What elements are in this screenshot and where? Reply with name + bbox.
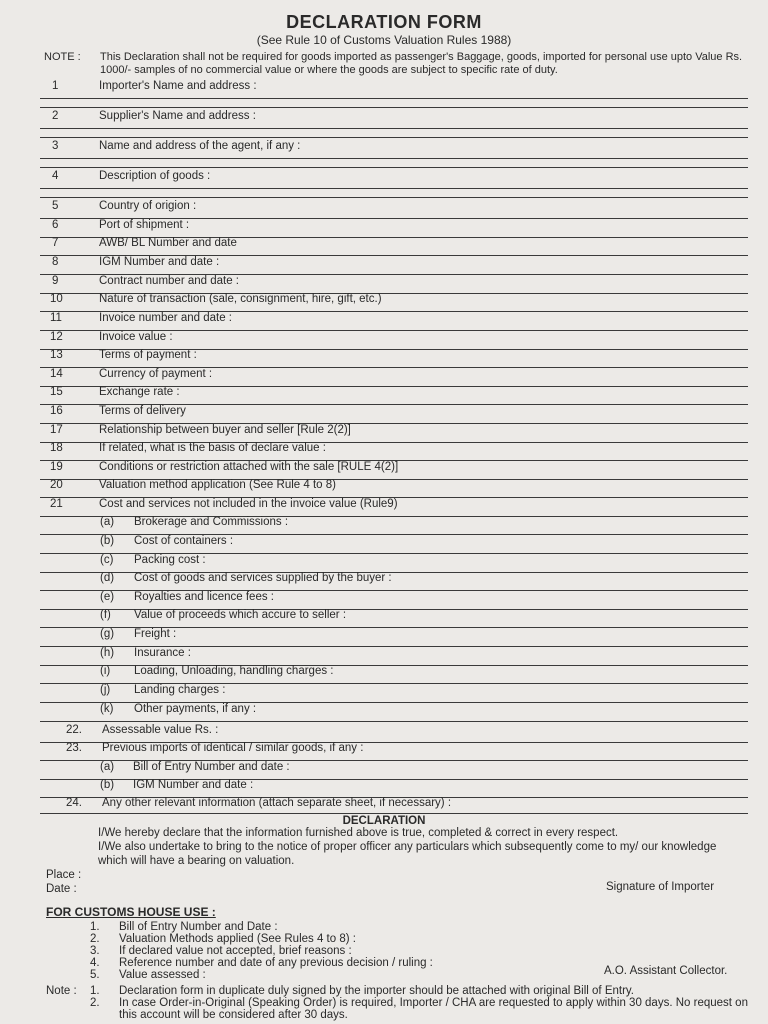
field-number: (d) [100, 572, 115, 584]
field-number: 20 [50, 479, 63, 491]
field-label: Cost and services not included in the invoice value (Rule9) [99, 498, 398, 510]
customs-item-text: Valuation Methods applied (See Rules 4 to 8) : [119, 933, 356, 945]
field-label: Invoice value : [99, 331, 173, 343]
field-label: Terms of payment : [99, 349, 197, 361]
field-number: (c) [100, 554, 114, 566]
field-number: 1 [52, 80, 59, 92]
field-number: 18 [50, 442, 63, 454]
field-label: IGM Number and date : [133, 779, 254, 791]
writing-line [40, 107, 748, 108]
field-number: (f) [100, 609, 111, 621]
declaration-line-1: I/We hereby declare that the information furnished above is true, completed & correct in every respect. [98, 827, 619, 839]
form-field-row [40, 140, 748, 159]
field-label: Other payments, if any : [134, 703, 257, 715]
footer-note-label: Note : [46, 985, 77, 997]
note-label: NOTE : [44, 51, 81, 63]
form-subtitle: (See Rule 10 of Customs Valuation Rules 1988) [256, 33, 512, 47]
form-field-row [40, 572, 748, 591]
form-field-row [40, 80, 748, 99]
field-number: (k) [100, 703, 114, 715]
form-field-row [40, 368, 748, 387]
field-label: Bill of Entry Number and date : [133, 761, 290, 773]
form-field-row [40, 219, 748, 238]
form-field-row [40, 535, 748, 554]
field-label: Landing charges : [134, 684, 226, 696]
form-field-row [40, 703, 748, 722]
form-field-row [40, 628, 748, 647]
field-number: 14 [50, 368, 63, 380]
form-field-row [40, 498, 748, 517]
form-field-row [40, 275, 748, 294]
customs-item-number: 2. [90, 933, 100, 945]
field-label: Relationship between buyer and seller [Rule 2(2)] [99, 424, 351, 436]
field-number: 11 [50, 312, 62, 324]
customs-house-use-heading: FOR CUSTOMS HOUSE USE : [46, 905, 216, 919]
form-field-row [40, 200, 748, 219]
form-field-row [40, 386, 748, 405]
field-number: 15 [50, 386, 63, 398]
form-field-row [40, 684, 748, 703]
customs-item-text: Value assessed : [119, 969, 206, 981]
field-number: (e) [100, 591, 115, 603]
field-number: 10 [50, 293, 63, 305]
field-label: Freight : [134, 628, 177, 640]
form-field-row [40, 761, 748, 780]
field-label: Nature of transaction (sale, consignment, hire, gift, etc.) [99, 293, 382, 305]
date-label: Date : [46, 883, 77, 895]
field-label: Royalties and licence fees : [134, 591, 274, 603]
declaration-heading: DECLARATION [342, 815, 426, 827]
form-field-row [40, 110, 748, 129]
field-label: Importer's Name and address : [99, 80, 257, 92]
writing-line [40, 197, 748, 198]
field-number: (b) [100, 535, 115, 547]
declaration-line-2: I/We also undertake to bring to the notice of proper officer any particulars which subsequently come to my/ our knowledge which will have a bearing on valuation. [98, 841, 717, 867]
form-field-row [40, 442, 748, 461]
footer-note-number: 1. [90, 985, 100, 997]
field-number: (j) [100, 684, 111, 696]
customs-item-text: If declared value not accepted, brief reasons : [119, 945, 352, 957]
field-label: Previous imports of identical / similar goods, if any : [102, 742, 364, 754]
place-label: Place : [46, 869, 82, 881]
field-number: 13 [50, 349, 63, 361]
form-field-row [40, 461, 748, 480]
field-label: AWB/ BL Number and date [99, 237, 237, 249]
form-field-row [40, 424, 748, 443]
signature-of-importer-label: Signature of Importer [606, 881, 715, 893]
field-label: Exchange rate : [99, 386, 180, 398]
form-field-row [40, 312, 748, 331]
field-number: (a) [100, 761, 115, 773]
form-field-row [40, 331, 748, 350]
writing-line [40, 137, 748, 138]
form-field-row [40, 797, 748, 814]
declaration-text [98, 826, 748, 868]
customs-item-text: Bill of Entry Number and Date : [119, 921, 278, 933]
form-field-row [40, 256, 748, 275]
footer-note-number: 2. [90, 997, 100, 1009]
field-label: Insurance : [134, 647, 191, 659]
field-number: 23. [66, 742, 82, 754]
field-number: (g) [100, 628, 115, 640]
field-number: 21 [50, 498, 63, 510]
form-field-row [40, 779, 748, 798]
field-label: Cost of containers : [134, 535, 234, 547]
form-field-row [40, 609, 748, 628]
field-number: 8 [52, 256, 59, 268]
field-label: Name and address of the agent, if any : [99, 140, 301, 152]
field-label: Loading, Unloading, handling charges : [134, 665, 334, 677]
field-number: 19 [50, 461, 63, 473]
field-label: Assessable value Rs. : [102, 724, 219, 736]
field-label: Cost of goods and services supplied by the buyer : [134, 572, 392, 584]
form-field-row [40, 742, 748, 761]
field-number: 16 [50, 405, 63, 417]
field-number: 24. [66, 797, 82, 809]
form-field-row [40, 237, 748, 256]
customs-item-text: Reference number and date of any previous decision / ruling : [119, 957, 433, 969]
form-field-row [40, 349, 748, 368]
form-field-row [40, 516, 748, 535]
field-label: Conditions or restriction attached with the sale [RULE 4(2)] [99, 461, 399, 473]
customs-item-number: 4. [90, 957, 100, 969]
form-field-row [40, 405, 748, 424]
field-label: Brokerage and Commissions : [134, 516, 289, 528]
field-label: Terms of delivery [99, 405, 186, 417]
form-field-row [40, 479, 748, 498]
field-label: If related, what is the basis of declare value : [99, 442, 326, 454]
field-label: Supplier's Name and address : [99, 110, 256, 122]
form-field-row [40, 724, 748, 743]
field-number: 6 [52, 219, 59, 231]
note-text: This Declaration shall not be required for goods imported as passenger's Baggage, goods, imported for personal use upto Value Rs. 1000/- samples of no commercial value or where the goods are subject to specific rate of duty. [100, 51, 743, 76]
field-number: (b) [100, 779, 115, 791]
field-label: Any other relevant information (attach separate sheet, if necessary) : [102, 797, 452, 809]
field-label: Description of goods : [99, 170, 211, 182]
field-label: Packing cost : [134, 554, 206, 566]
footer-note-text: In case Order-in-Original (Speaking Order) is required, Importer / CHA are requested to apply within 30 days. No request on this account will be considered after 30 days. [119, 997, 748, 1021]
field-number: 12 [50, 331, 63, 343]
form-field-row [40, 293, 748, 312]
footer-note-text: Declaration form in duplicate duly signed by the importer should be attached with original Bill of Entry. [119, 985, 635, 997]
writing-line [40, 167, 748, 168]
assistant-collector-label: A.O. Assistant Collector. [604, 965, 728, 977]
field-number: 2 [52, 110, 59, 122]
field-number: 22. [66, 724, 82, 736]
customs-item-number: 3. [90, 945, 100, 957]
field-number: 4 [52, 170, 59, 182]
form-field-row [40, 591, 748, 610]
form-field-row [40, 647, 748, 666]
field-label: IGM Number and date : [99, 256, 220, 268]
field-label: Country of origion : [99, 200, 197, 212]
field-number: 7 [52, 237, 59, 249]
field-number: (i) [100, 665, 111, 677]
field-number: 5 [52, 200, 59, 212]
field-label: Value of proceeds which accure to seller : [134, 609, 347, 621]
customs-item-number: 1. [90, 921, 100, 933]
field-label: Currency of payment : [99, 368, 213, 380]
form-field-row [40, 170, 748, 189]
field-label: Invoice number and date : [99, 312, 232, 324]
field-number: 3 [52, 140, 59, 152]
field-label: Valuation method application (See Rule 4 to 8) [99, 479, 336, 491]
form-field-row [40, 665, 748, 684]
form-title: DECLARATION FORM [286, 12, 482, 32]
field-number: (a) [100, 516, 115, 528]
field-label: Contract number and date : [99, 275, 239, 287]
field-number: (h) [100, 647, 115, 659]
customs-item-number: 5. [90, 969, 100, 981]
field-label: Port of shipment : [99, 219, 190, 231]
form-field-row [40, 554, 748, 573]
field-number: 17 [50, 424, 63, 436]
field-number: 9 [52, 275, 59, 287]
